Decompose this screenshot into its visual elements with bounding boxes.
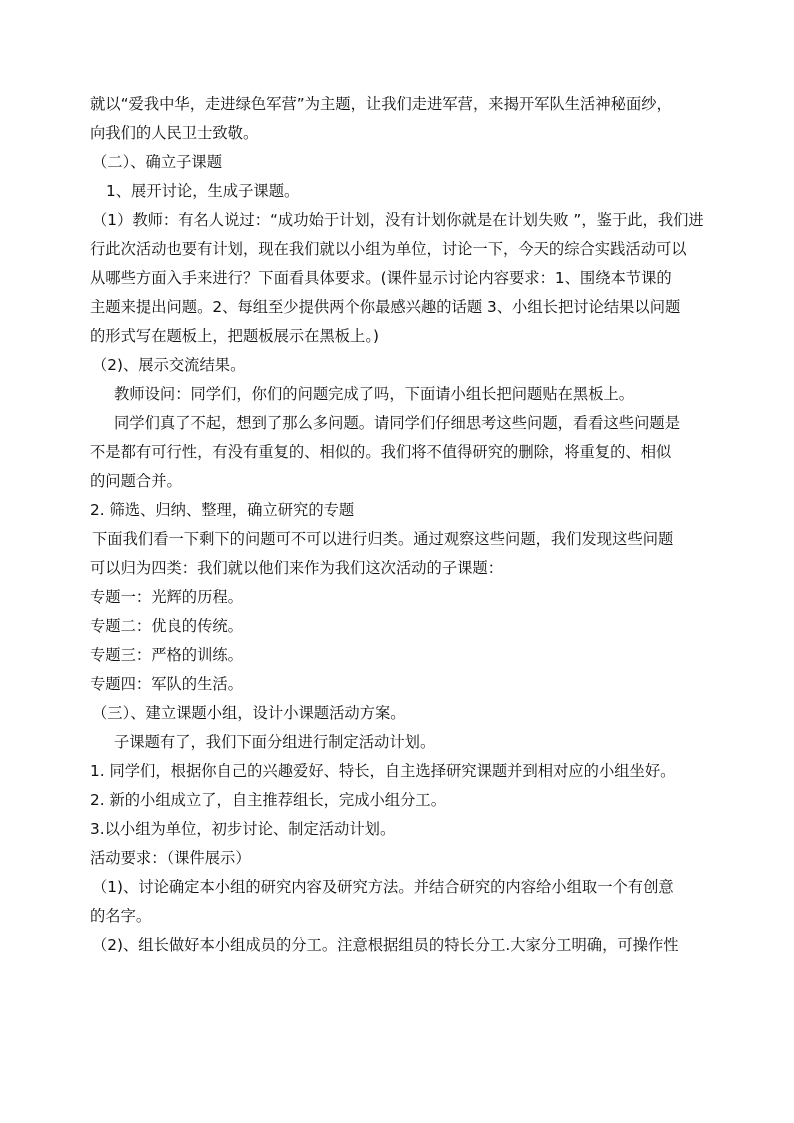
section-heading: （二）、确立子课题 [92, 153, 223, 171]
topic-item: 专题二：优良的传统。 [90, 617, 243, 635]
subsection-heading: 1、展开讨论，生成子课题。 [106, 182, 300, 200]
subsection-heading: 2. 筛选、归纳、整理，确立研究的专题 [90, 501, 355, 519]
paragraph-line: 子课题有了，我们下面分组进行制定活动计划。 [114, 733, 436, 751]
paragraph-line: 可以归为四类：我们就以他们来作为我们这次活动的子课题： [90, 559, 504, 577]
paragraph-line: （1）教师：有名人说过：“成功始于计划，没有计划你就是在计划失败 ”，鉴于此，我们进 [92, 211, 704, 229]
list-item: 3.以小组为单位，初步讨论、制定活动计划。 [90, 820, 396, 838]
topic-item: 专题一：光辉的历程。 [90, 588, 243, 606]
paragraph-line: 行此次活动也要有计划，现在我们就以小组为单位，讨论一下，今天的综合实践活动可以 [90, 240, 687, 258]
paragraph-line: 同学们真了不起，想到了那么多问题。请同学们仔细思考这些问题，看看这些问题是 [114, 414, 680, 432]
section-heading: （三）、建立课题小组，设计小课题活动方案。 [92, 704, 406, 722]
paragraph-line: 的名字。 [90, 907, 152, 925]
paragraph-line: 的形式写在题板上，把题板展示在黑板上。) [90, 327, 379, 345]
topic-item: 专题四：军队的生活。 [90, 675, 243, 693]
paragraph-line: 向我们的人民卫士致敬。 [90, 124, 259, 142]
paragraph-line: 教师设问：同学们，你们的问题完成了吗，下面请小组长把问题贴在黑板上。 [114, 385, 635, 403]
paragraph-line: 下面我们看一下剩下的问题可不可以进行归类。通过观察这些问题，我们发现这些问题 [92, 530, 674, 548]
paragraph-line: 主题来提出问题。2、每组至少提供两个你最感兴趣的话题 3、小组长把讨论结果以问题 [90, 298, 681, 316]
list-item: 1. 同学们，根据你自己的兴趣爱好、特长，自主选择研究课题并到相对应的小组坐好。 [90, 762, 676, 780]
topic-item: 专题三：严格的训练。 [90, 646, 243, 664]
paragraph-line: （2)、组长做好本小组成员的分工。注意根据组员的特长分工.大家分工明确，可操作性 [92, 936, 679, 954]
paragraph-line: 就以“爱我中华，走进绿色军营”为主题，让我们走进军营，来揭开军队生活神秘面纱， [90, 95, 672, 113]
paragraph-line: 不是都有可行性，有没有重复的、相似的。我们将不值得研究的删除，将重复的、相似 [90, 443, 672, 461]
paragraph-line: 活动要求：（课件展示） [90, 849, 251, 867]
paragraph-line: （1)、讨论确定本小组的研究内容及研究方法。并结合研究的内容给小组取一个有创意 [92, 878, 674, 896]
list-item: 2. 新的小组成立了，自主推荐组长，完成小组分工。 [90, 791, 446, 809]
paragraph-line: 的问题合并。 [90, 472, 182, 490]
paragraph-line: 从哪些方面入手来进行？下面看具体要求。(课件显示讨论内容要求：1、围绕本节课的 [90, 269, 672, 287]
subsection-heading: （2)、展示交流结果。 [92, 356, 246, 374]
